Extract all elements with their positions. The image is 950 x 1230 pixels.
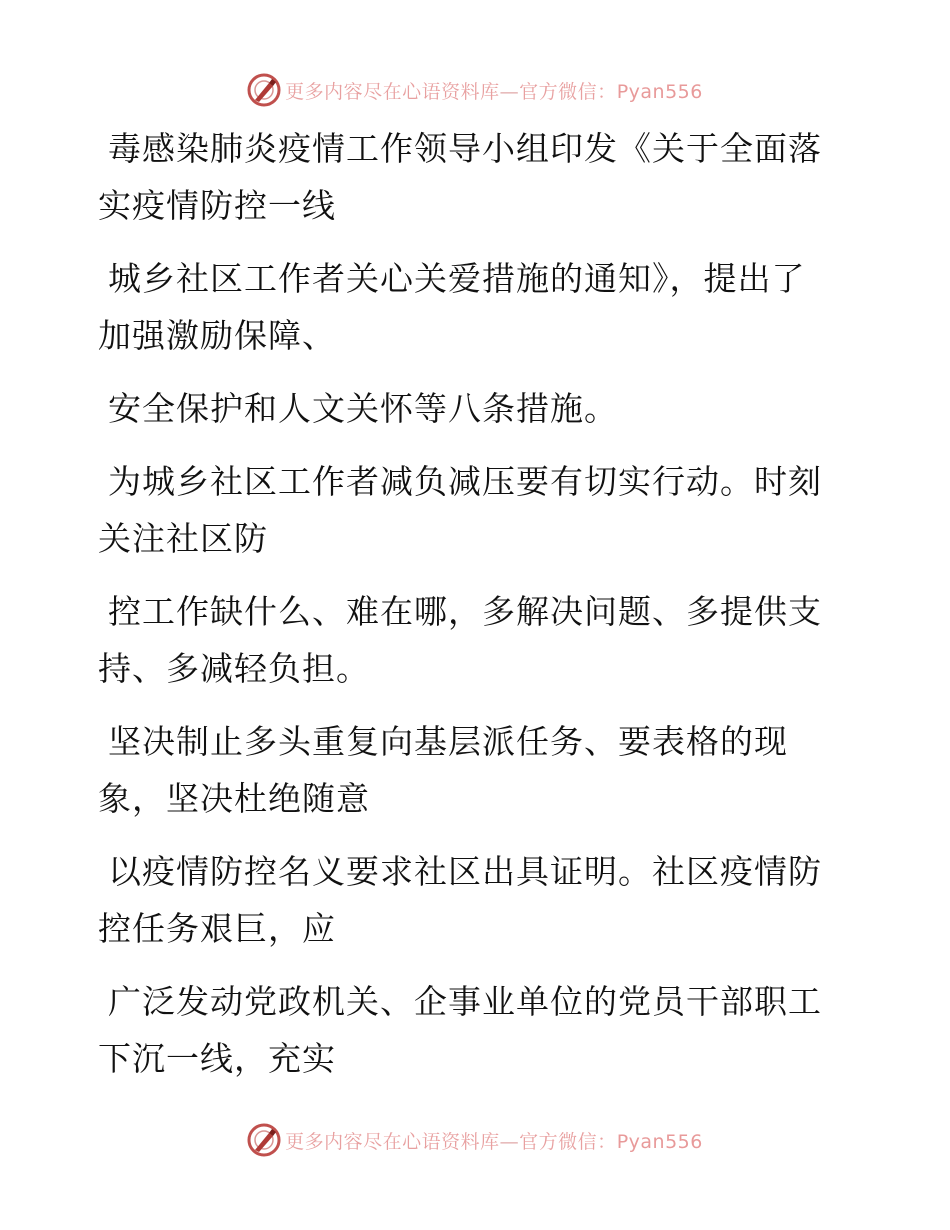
paragraph [98,973,858,1087]
paragraph-line: 加强激励保障、 [98,316,336,355]
paragraph-line: 控工作缺什么、难在哪，多解决问题、多提供支 [108,592,822,631]
header-brand-text: 更多内容尽在心语资料库 [285,80,500,103]
footer-watermark [0,1122,950,1158]
paragraph [98,453,858,567]
paragraph-line: 毒感染肺炎疫情工作领导小组印发《关于全面落 [108,129,822,168]
document-body [98,120,858,1103]
footer-official-text: 官方微信： [519,1130,617,1153]
paragraph [98,713,858,827]
header-dash: — [499,80,520,103]
footer-brand-text: 更多内容尽在心语资料库 [285,1130,500,1153]
paragraph-line: 下沉一线，充实 [98,1039,336,1078]
paragraph [98,583,858,697]
pen-logo-icon [247,73,281,107]
pen-logo-icon [247,1123,281,1157]
paragraph [98,843,858,957]
footer-watermark-text [285,1127,703,1154]
paragraph-line: 广泛发动党政机关、企事业单位的党员干部职工 [108,982,822,1021]
paragraph [98,250,858,364]
paragraph-line: 象，坚决杜绝随意 [98,779,370,818]
paragraph-line: 坚决制止多头重复向基层派任务、要表格的现 [108,722,788,761]
header-watermark-text [285,77,703,104]
header-official-text: 官方微信： [519,80,617,103]
header-watermark [0,72,950,108]
paragraph-line: 城乡社区工作者关心关爱措施的通知》，提出了 [108,259,806,298]
paragraph-line: 为城乡社区工作者减负减压要有切实行动。时刻 [108,462,822,501]
paragraph-line: 以疫情防控名义要求社区出具证明。社区疫情防 [108,852,822,891]
paragraph-line: 实疫情防控一线 [98,186,336,225]
footer-account: Pyan556 [616,1130,703,1153]
paragraph-line: 控任务艰巨，应 [98,909,336,948]
footer-dash: — [499,1130,520,1153]
paragraph-line: 持、多减轻负担。 [98,649,370,688]
paragraph-line: 关注社区防 [98,519,268,558]
paragraph-line: 安全保护和人文关怀等八条措施。 [108,389,618,428]
paragraph [98,380,858,437]
paragraph [98,120,858,234]
header-account: Pyan556 [616,80,703,103]
